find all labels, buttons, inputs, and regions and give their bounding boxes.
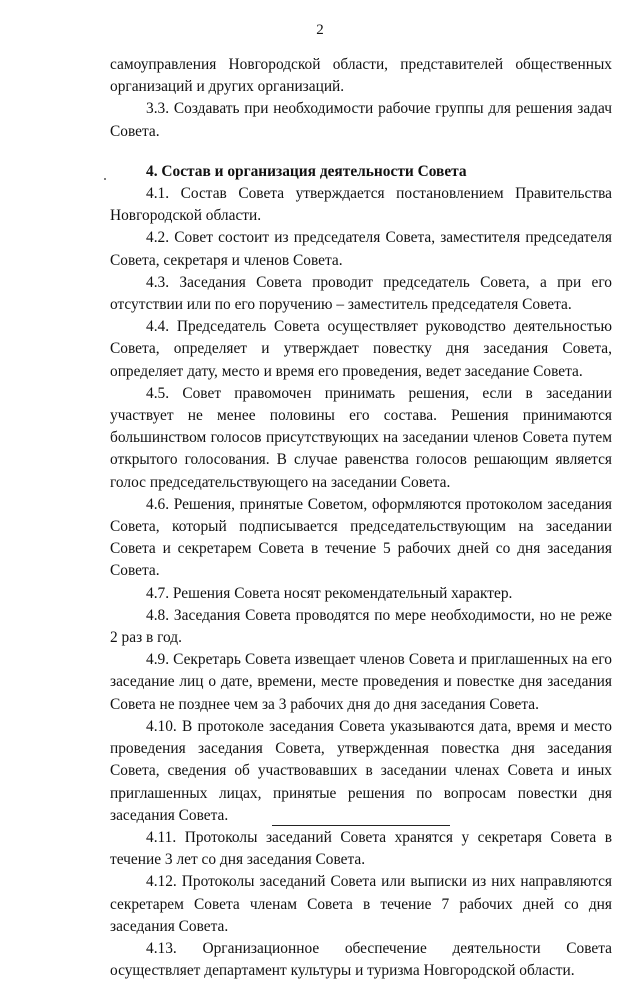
paragraph-4-5: 4.5. Совет правомочен принимать решения, если в заседании участвует не менее половины его состава. Решения принимаются большинством голосов присутствующих на заседании членов Совета путем открытого голосования. В случае равенства голосов решающим является голос председательствующего на заседании Совета. [110,384,612,491]
end-of-document-rule [272,825,450,826]
paragraph-4-6: 4.6. Решения, принятые Советом, оформляются протоколом заседания Совета, который подписывается председательствующим на заседании Совета и секретарем Совета в течение 5 рабочих дней со дня заседания Совета. [110,495,612,580]
paragraph-continuation: самоуправления Новгородской области, представителей общественных организаций и других организаций. [110,56,612,96]
margin-mark [104,178,106,180]
paragraph-4-7: 4.7. Решения Совета носят рекомендательный характер. [146,584,513,602]
paragraph-4-10: 4.10. В протоколе заседания Совета указываются дата, время и место проведения заседания Совета, утвержденная повестка дня заседания Совета, сведения об участвовавших в заседании членах Совета и иных приглашенных лицах, принятые решения по вопросам повестки дня заседания Совета. [110,717,612,824]
section-heading: 4. Состав и организация деятельности Совета [146,162,467,180]
page-number: 2 [316,22,324,38]
paragraph-4-9: 4.9. Секретарь Совета извещает членов Совета и приглашенных на его заседание лиц о дате, времени, месте проведения и повестке дня заседания Совета не позднее чем за 3 рабочих дня до дня заседания Совета. [110,651,612,713]
paragraph-4-3: 4.3. Заседания Совета проводит председатель Совета, а при его отсутствии или по его поручению – заместитель председателя Совета. [110,273,612,314]
paragraph-4-12: 4.12. Протоколы заседаний Совета или выписки из них направляются секретарем Совета членам Совета в течение 7 рабочих дней со дня заседания Совета. [110,873,612,935]
paragraph-4-13: 4.13. Организационное обеспечение деятельности Совета осуществляет департамент культуры и туризма Новгородской области. [110,939,612,980]
paragraph-4-8: 4.8. Заседания Совета проводятся по мере необходимости, но не реже 2 раз в год. [110,606,612,647]
paragraph-3-3: 3.3. Создавать при необходимости рабочие группы для решения задач Совета. [110,100,612,140]
paragraph-4-11: 4.11. Протоколы заседаний Совета хранятся у секретаря Совета в течение 3 лет со дня заседания Совета. [110,828,612,869]
paragraph-4-4: 4.4. Председатель Совета осуществляет руководство деятельностью Совета, определяет и утверждает повестку дня заседания Совета, определяет дату, место и время его проведения, ведет заседание Совета. [110,318,612,380]
paragraph-4-1: 4.1. Состав Совета утверждается постановлением Правительства Новгородской области. [110,185,612,225]
document-body [110,54,612,982]
paragraph-4-2: 4.2. Совет состоит из председателя Совета, заместителя председателя Совета, секретаря и членов Совета. [110,229,612,269]
